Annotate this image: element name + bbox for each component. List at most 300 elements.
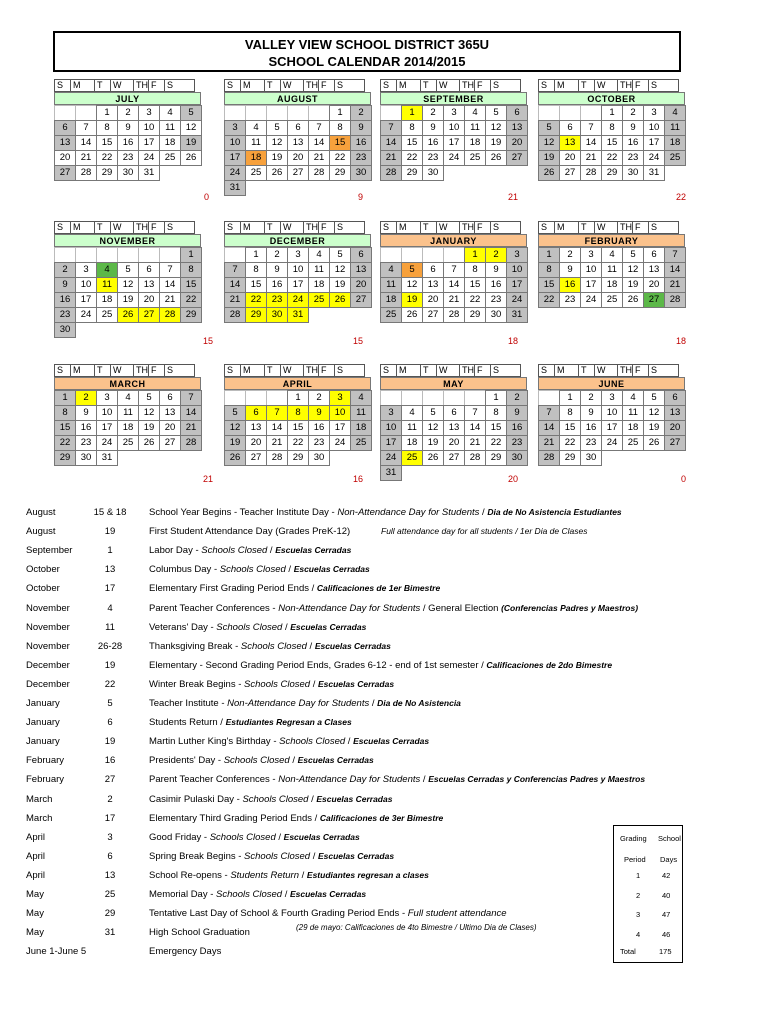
empty-day-cell xyxy=(422,390,444,406)
weekday-label: S xyxy=(164,79,195,92)
empty-day-cell xyxy=(75,105,97,121)
day-cell: 15 xyxy=(245,277,267,293)
empty-day-cell xyxy=(643,450,665,466)
day-cell: 28 xyxy=(443,307,465,323)
event-date: 13 xyxy=(104,564,116,576)
empty-day-cell xyxy=(350,307,372,323)
day-cell: 30 xyxy=(622,165,644,181)
day-cell: 21 xyxy=(75,150,97,166)
event-description: Presidents' Day - Schools Closed / Escuelas Cerradas xyxy=(149,755,374,767)
weekday-label: TH xyxy=(133,364,149,377)
event-month: February xyxy=(26,774,65,786)
event-row xyxy=(0,660,768,679)
day-cell: 6 xyxy=(350,247,372,263)
event-month: November xyxy=(26,640,70,652)
event-description: Elementary - Second Grading Period Ends, Grades 6-12 - end of 1st semester / Calificaciones de 2do Bimestre xyxy=(149,659,613,671)
event-row xyxy=(0,545,768,564)
day-cell: 6 xyxy=(506,105,528,121)
weekday-label: S xyxy=(224,221,241,234)
event-month: March xyxy=(26,812,53,824)
day-cell: 20 xyxy=(422,292,444,308)
day-cell: 6 xyxy=(287,120,309,136)
empty-day-cell xyxy=(117,247,139,263)
day-cell: 17 xyxy=(96,420,118,436)
day-cell: 18 xyxy=(601,277,623,293)
event-description: Emergency Days xyxy=(149,946,222,958)
event-month: February xyxy=(26,755,65,767)
day-cell: 26 xyxy=(224,450,246,466)
event-date: 19 xyxy=(104,526,116,538)
month-name: APRIL xyxy=(224,377,371,390)
weekday-label: S xyxy=(54,221,71,234)
weekday-label: W xyxy=(436,79,460,92)
day-cell: 9 xyxy=(266,262,288,278)
event-date: 2 xyxy=(107,793,113,805)
day-cell: 13 xyxy=(643,262,665,278)
day-cell: 23 xyxy=(54,307,76,323)
weekday-label: S xyxy=(224,79,241,92)
day-cell: 22 xyxy=(287,435,309,451)
empty-day-cell xyxy=(159,322,181,338)
day-cell: 24 xyxy=(224,165,246,181)
empty-day-cell xyxy=(443,390,465,406)
event-month: December xyxy=(26,678,70,690)
day-cell: 8 xyxy=(401,120,423,136)
day-cell: 14 xyxy=(266,420,288,436)
day-cell: 14 xyxy=(443,277,465,293)
day-cell: 18 xyxy=(401,435,423,451)
day-cell: 20 xyxy=(664,420,686,436)
day-cell: 9 xyxy=(506,405,528,421)
empty-day-cell xyxy=(559,105,581,121)
day-cell: 27 xyxy=(159,435,181,451)
empty-day-cell xyxy=(443,247,465,263)
day-cell: 26 xyxy=(401,307,423,323)
day-cell: 6 xyxy=(422,262,444,278)
attendance-day-count: 21 xyxy=(202,474,213,484)
day-cell: 15 xyxy=(485,420,507,436)
day-cell: 19 xyxy=(643,420,665,436)
day-cell: 12 xyxy=(180,120,202,136)
day-cell: 8 xyxy=(601,120,623,136)
day-cell: 17 xyxy=(287,277,309,293)
event-month: October xyxy=(26,583,60,595)
day-cell: 28 xyxy=(380,165,402,181)
weekday-label: TH xyxy=(303,364,319,377)
weekday-label: S xyxy=(538,364,555,377)
day-cell: 5 xyxy=(538,120,560,136)
day-cell: 28 xyxy=(538,450,560,466)
day-cell: 29 xyxy=(245,307,267,323)
day-cell: 19 xyxy=(266,150,288,166)
event-month: May xyxy=(26,889,44,900)
day-cell: 20 xyxy=(643,277,665,293)
event-month: October xyxy=(26,564,60,576)
day-cell: 12 xyxy=(329,262,351,278)
day-cell: 4 xyxy=(350,390,372,406)
day-cell: 17 xyxy=(506,277,528,293)
day-cell: 1 xyxy=(559,390,581,406)
weekday-label: W xyxy=(280,79,304,92)
event-date: 29 xyxy=(104,908,116,920)
day-cell: 1 xyxy=(287,390,309,406)
weekday-label: F xyxy=(474,79,491,92)
calendar-year: SCHOOL CALENDAR 2014/2015 xyxy=(268,54,466,69)
weekday-label: T xyxy=(578,221,595,234)
day-cell: 24 xyxy=(506,292,528,308)
day-cell: 5 xyxy=(138,390,160,406)
empty-day-cell xyxy=(308,105,330,121)
day-cell: 23 xyxy=(422,150,444,166)
month-july xyxy=(54,79,201,180)
day-cell: 30 xyxy=(54,322,76,338)
day-cell: 14 xyxy=(75,135,97,151)
weekday-label: M xyxy=(396,79,421,92)
day-cell: 5 xyxy=(485,105,507,121)
day-cell: 1 xyxy=(601,105,623,121)
month-january xyxy=(380,221,527,322)
day-cell: 5 xyxy=(180,105,202,121)
event-date: 1 xyxy=(107,545,113,557)
day-cell: 19 xyxy=(138,420,160,436)
day-cell: 10 xyxy=(329,405,351,421)
day-cell: 22 xyxy=(538,292,560,308)
event-description: Martin Luther King's Birthday - Schools Closed / Escuelas Cerradas xyxy=(149,736,430,748)
day-cell: 9 xyxy=(485,262,507,278)
weekday-header xyxy=(224,221,371,234)
day-cell: 26 xyxy=(180,150,202,166)
day-cell: 2 xyxy=(350,105,372,121)
day-cell: 27 xyxy=(422,307,444,323)
empty-day-cell xyxy=(308,307,330,323)
day-cell: 18 xyxy=(245,150,267,166)
day-cell: 9 xyxy=(350,120,372,136)
day-grid xyxy=(538,105,685,180)
day-cell: 12 xyxy=(538,135,560,151)
weekday-label: S xyxy=(334,79,365,92)
day-cell: 21 xyxy=(443,292,465,308)
event-month: April xyxy=(26,869,46,881)
weekday-label: TH xyxy=(133,79,149,92)
day-cell: 24 xyxy=(643,150,665,166)
attendance-day-count: 15 xyxy=(202,336,213,346)
day-cell: 16 xyxy=(485,277,507,293)
day-cell: 18 xyxy=(664,135,686,151)
event-date: 16 xyxy=(104,755,116,767)
event-description: Students Return / Estudiantes Regresan a Clases xyxy=(149,717,352,729)
empty-day-cell xyxy=(401,465,423,481)
day-cell: 11 xyxy=(622,405,644,421)
empty-day-cell xyxy=(245,105,267,121)
grading-period-number: 4 xyxy=(636,929,641,939)
day-cell: 30 xyxy=(506,450,528,466)
empty-day-cell xyxy=(538,105,560,121)
empty-day-cell xyxy=(443,465,465,481)
empty-day-cell xyxy=(54,105,76,121)
empty-day-cell xyxy=(224,247,246,263)
event-description: Parent Teacher Conferences - Non-Attendance Day for Students / Escuelas Cerradas y Conferencias Padres y Maestros xyxy=(149,774,646,786)
day-cell: 29 xyxy=(485,450,507,466)
attendance-day-count: 21 xyxy=(507,192,518,202)
day-cell: 26 xyxy=(422,450,444,466)
weekday-label: M xyxy=(240,79,265,92)
day-cell: 15 xyxy=(329,135,351,151)
day-cell: 22 xyxy=(245,292,267,308)
month-march xyxy=(54,364,201,465)
day-cell: 2 xyxy=(54,262,76,278)
event-row xyxy=(0,679,768,698)
month-name: MAY xyxy=(380,377,527,390)
day-cell: 11 xyxy=(159,120,181,136)
day-cell: 23 xyxy=(266,292,288,308)
day-cell: 12 xyxy=(138,405,160,421)
event-date: 5 xyxy=(107,698,113,709)
day-cell: 28 xyxy=(308,165,330,181)
day-cell: 19 xyxy=(329,277,351,293)
day-cell: 28 xyxy=(224,307,246,323)
day-cell: 12 xyxy=(485,120,507,136)
event-description: Elementary First Grading Period Ends / Calificaciones de 1er Bimestre xyxy=(149,583,441,595)
event-date: 26-28 xyxy=(97,640,123,652)
month-name: JUNE xyxy=(538,377,685,390)
event-description: Veterans' Day - Schools Closed / Escuelas Cerradas xyxy=(149,621,367,633)
empty-day-cell xyxy=(622,450,644,466)
day-cell: 2 xyxy=(485,247,507,263)
event-row xyxy=(0,698,768,717)
day-cell: 4 xyxy=(159,105,181,121)
day-cell: 21 xyxy=(580,150,602,166)
empty-day-cell xyxy=(245,390,267,406)
day-cell: 21 xyxy=(308,150,330,166)
school-days-count: 40 xyxy=(662,890,671,900)
day-cell: 22 xyxy=(180,292,202,308)
day-cell: 20 xyxy=(245,435,267,451)
empty-day-cell xyxy=(485,165,507,181)
day-cell: 9 xyxy=(622,120,644,136)
weekday-header xyxy=(380,221,527,234)
day-cell: 7 xyxy=(75,120,97,136)
weekday-label: W xyxy=(594,364,618,377)
event-row xyxy=(0,755,768,774)
attendance-day-count: 0 xyxy=(680,474,686,484)
event-row xyxy=(0,603,768,622)
day-cell: 2 xyxy=(308,390,330,406)
month-name: JANUARY xyxy=(380,234,527,247)
day-cell: 18 xyxy=(350,420,372,436)
day-cell: 2 xyxy=(422,105,444,121)
day-cell: 10 xyxy=(96,405,118,421)
day-cell: 7 xyxy=(664,247,686,263)
weekday-label: T xyxy=(94,364,111,377)
weekday-label: M xyxy=(70,79,95,92)
empty-day-cell xyxy=(580,105,602,121)
day-cell: 28 xyxy=(180,435,202,451)
event-date: 4 xyxy=(107,602,113,614)
day-cell: 25 xyxy=(308,292,330,308)
day-cell: 5 xyxy=(422,405,444,421)
day-grid xyxy=(380,390,527,480)
event-date: 6 xyxy=(107,717,113,729)
day-cell: 15 xyxy=(180,277,202,293)
day-cell: 2 xyxy=(506,390,528,406)
event-month: May xyxy=(26,927,44,939)
day-cell: 26 xyxy=(622,292,644,308)
day-cell: 8 xyxy=(54,405,76,421)
day-cell: 3 xyxy=(601,390,623,406)
empty-day-cell xyxy=(464,465,486,481)
day-cell: 14 xyxy=(380,135,402,151)
day-cell: 2 xyxy=(622,105,644,121)
day-cell: 31 xyxy=(287,307,309,323)
weekday-label: S xyxy=(538,79,555,92)
day-cell: 6 xyxy=(443,405,465,421)
day-cell: 18 xyxy=(159,135,181,151)
day-cell: 5 xyxy=(266,120,288,136)
day-cell: 19 xyxy=(622,277,644,293)
day-cell: 4 xyxy=(245,120,267,136)
weekday-label: M xyxy=(70,221,95,234)
month-name: OCTOBER xyxy=(538,92,685,105)
event-description: Elementary Third Grading Period Ends / Calificaciones de 3er Bimestre xyxy=(149,812,444,824)
day-cell: 31 xyxy=(224,180,246,196)
weekday-header xyxy=(54,221,201,234)
day-cell: 22 xyxy=(96,150,118,166)
empty-day-cell xyxy=(224,105,246,121)
day-cell: 6 xyxy=(664,390,686,406)
day-cell: 30 xyxy=(75,450,97,466)
day-cell: 30 xyxy=(485,307,507,323)
day-cell: 30 xyxy=(308,450,330,466)
day-cell: 25 xyxy=(380,307,402,323)
attendance-day-count: 20 xyxy=(507,474,518,484)
empty-day-cell xyxy=(380,105,402,121)
day-cell: 16 xyxy=(350,135,372,151)
weekday-label: S xyxy=(648,221,679,234)
grading-period-number: 1 xyxy=(636,871,641,880)
day-cell: 4 xyxy=(622,390,644,406)
days-header: Days xyxy=(660,855,678,864)
day-cell: 18 xyxy=(380,292,402,308)
weekday-label: M xyxy=(396,364,421,377)
day-cell: 26 xyxy=(538,165,560,181)
day-cell: 26 xyxy=(643,435,665,451)
event-month: April xyxy=(26,850,46,862)
day-cell: 2 xyxy=(580,390,602,406)
day-cell: 9 xyxy=(75,405,97,421)
day-cell: 2 xyxy=(117,105,139,121)
event-row xyxy=(0,507,768,526)
weekday-label: S xyxy=(54,364,71,377)
day-cell: 29 xyxy=(464,307,486,323)
day-cell: 25 xyxy=(401,450,423,466)
day-cell: 13 xyxy=(245,420,267,436)
day-cell: 7 xyxy=(180,390,202,406)
day-cell: 30 xyxy=(266,307,288,323)
event-description: Spring Break Begins - Schools Closed / Escuelas Cerradas xyxy=(149,850,395,862)
day-cell: 20 xyxy=(506,135,528,151)
day-grid xyxy=(538,390,685,465)
day-cell: 14 xyxy=(308,135,330,151)
month-name: DECEMBER xyxy=(224,234,371,247)
weekday-label: F xyxy=(318,79,335,92)
empty-day-cell xyxy=(287,105,309,121)
day-cell: 24 xyxy=(329,435,351,451)
day-cell: 21 xyxy=(538,435,560,451)
day-cell: 20 xyxy=(559,150,581,166)
weekday-label: F xyxy=(632,221,649,234)
day-cell: 14 xyxy=(224,277,246,293)
weekday-label: TH xyxy=(459,79,475,92)
day-cell: 29 xyxy=(287,450,309,466)
event-description: Thanksgiving Break - Schools Closed / Escuelas Cerradas xyxy=(149,640,391,652)
event-row xyxy=(0,622,768,641)
school-days-count: 47 xyxy=(662,910,671,919)
day-cell: 25 xyxy=(159,150,181,166)
day-cell: 19 xyxy=(538,150,560,166)
event-description: Labor Day - Schools Closed / Escuelas Cerradas xyxy=(149,545,352,557)
month-may xyxy=(380,364,527,480)
weekday-label: M xyxy=(70,364,95,377)
event-month: May xyxy=(26,908,44,920)
empty-day-cell xyxy=(138,450,160,466)
weekday-header xyxy=(54,79,201,92)
day-grid xyxy=(538,247,685,307)
day-cell: 24 xyxy=(601,435,623,451)
day-cell: 9 xyxy=(54,277,76,293)
day-cell: 4 xyxy=(464,105,486,121)
day-cell: 9 xyxy=(580,405,602,421)
day-cell: 17 xyxy=(380,435,402,451)
day-cell: 14 xyxy=(664,262,686,278)
event-description: Good Friday - Schools Closed / Escuelas Cerradas xyxy=(149,831,360,843)
event-description: Teacher Institute - Non-Attendance Day for Students / Dia de No Asistencia xyxy=(149,698,461,709)
weekday-label: TH xyxy=(617,364,633,377)
day-cell: 18 xyxy=(464,135,486,151)
day-cell: 1 xyxy=(96,105,118,121)
weekday-label: M xyxy=(554,79,579,92)
day-cell: 4 xyxy=(117,390,139,406)
weekday-label: T xyxy=(578,364,595,377)
day-cell: 17 xyxy=(329,420,351,436)
empty-day-cell xyxy=(329,450,351,466)
day-cell: 13 xyxy=(506,120,528,136)
weekday-label: W xyxy=(110,221,134,234)
day-cell: 16 xyxy=(117,135,139,151)
day-cell: 18 xyxy=(96,292,118,308)
weekday-label: T xyxy=(264,221,281,234)
day-cell: 10 xyxy=(75,277,97,293)
day-cell: 6 xyxy=(245,405,267,421)
event-date: 11 xyxy=(105,621,115,633)
day-cell: 15 xyxy=(538,277,560,293)
day-cell: 19 xyxy=(422,435,444,451)
day-cell: 7 xyxy=(224,262,246,278)
day-cell: 13 xyxy=(664,405,686,421)
weekday-label: S xyxy=(490,79,521,92)
day-cell: 25 xyxy=(245,165,267,181)
day-cell: 21 xyxy=(266,435,288,451)
day-cell: 16 xyxy=(308,420,330,436)
weekday-label: S xyxy=(334,221,365,234)
day-cell: 15 xyxy=(401,135,423,151)
attendance-day-count: 22 xyxy=(675,192,686,202)
day-cell: 15 xyxy=(559,420,581,436)
day-cell: 24 xyxy=(75,307,97,323)
day-cell: 24 xyxy=(380,450,402,466)
month-october xyxy=(538,79,685,180)
day-cell: 3 xyxy=(580,247,602,263)
weekday-label: F xyxy=(148,364,165,377)
